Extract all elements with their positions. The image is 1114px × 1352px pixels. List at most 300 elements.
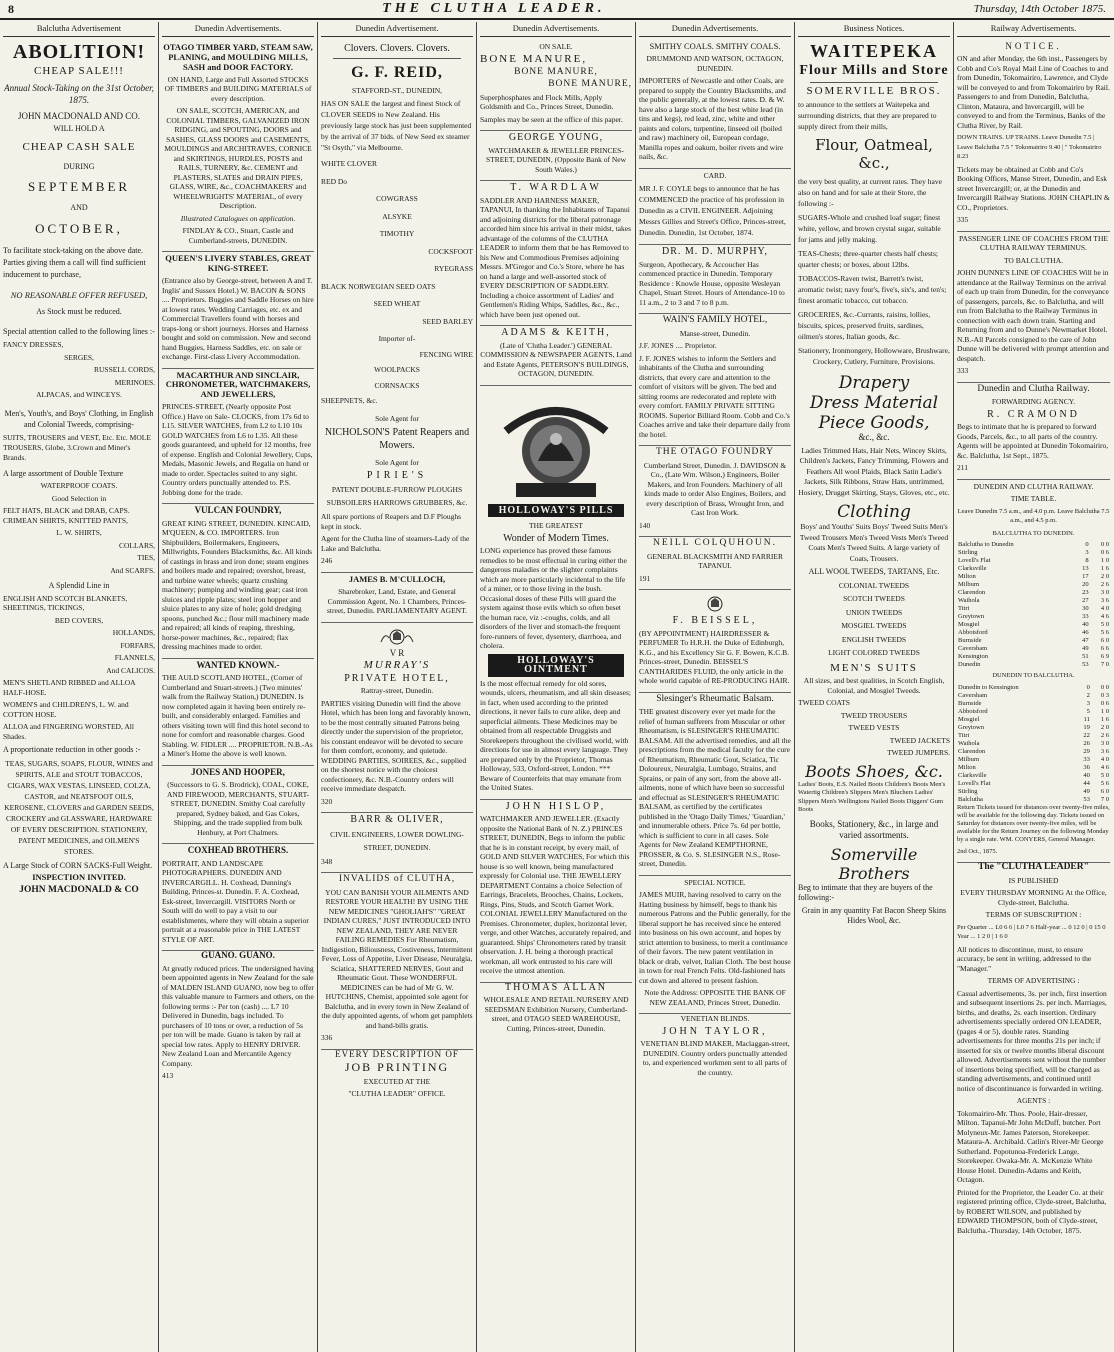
ad-text: Special attention called to the following lines :- xyxy=(3,327,155,336)
tweed-item: TWEED COATS xyxy=(798,698,850,707)
station-fare: 4 0 xyxy=(1100,605,1109,612)
ad-heading: OCTOBER, xyxy=(35,220,123,236)
ad-text: GENERAL BLACKSMITH AND FARRIER TAPANUI. xyxy=(646,551,784,570)
station-fare: 2 6 xyxy=(1100,731,1109,739)
ad-number: 333 xyxy=(957,366,969,375)
seed-item: COCKSFOOT xyxy=(428,246,473,256)
station-miles: 5 xyxy=(1086,707,1090,715)
ad-text: Beg to intimate that they are buyers of the following:- xyxy=(798,882,933,902)
timetable-row xyxy=(957,573,1110,581)
tweed-item: TWEED TROUSERS xyxy=(840,710,908,720)
ad-wains-hotel xyxy=(639,314,791,446)
station-fare: 2 0 xyxy=(1100,723,1109,731)
ad-text: WHOLESALE AND RETAIL NURSERY AND SEEDSMAN Exhibition Nursery, Cumberland-street, and OTAGO SEED WAREHOUSE, Cutting, Princes-street, Dunedin. xyxy=(483,995,629,1033)
station-name: Lovell's Flat xyxy=(958,779,991,787)
ad-text: Sharebroker, Land, Estate, and General Commission Agent, No. 1 Chambers, Princes-street, Dunedin. PARLIAMENTARY AGENT. xyxy=(327,587,467,615)
ad-text: MEN'S SHETLAND RIBBED and ALLOA HALF-HOSE. xyxy=(3,678,136,697)
ad-murphy xyxy=(639,245,791,314)
ad-banner: VENETIAN BLINDS. xyxy=(680,1014,750,1023)
station-name: Kensington xyxy=(958,653,988,660)
newspaper-title: THE CLUTHA LEADER. xyxy=(382,1,606,16)
ad-text: TO BALCLUTHA. xyxy=(1003,255,1064,265)
ad-headline: DUNEDIN AND CLUTHA RAILWAY. xyxy=(973,481,1094,491)
ad-vulcan xyxy=(162,504,314,659)
timetable-row xyxy=(957,565,1110,573)
station-name: Dunedin xyxy=(958,661,981,668)
timetable-row xyxy=(957,557,1110,565)
ad-text: SHEEPNETS, &c. xyxy=(321,396,378,405)
ad-jones-hooper xyxy=(162,766,314,845)
station-name: Milburn xyxy=(958,755,980,763)
station-miles: 22 xyxy=(1083,731,1090,739)
column-dunedin-1 xyxy=(159,22,318,1352)
ad-headline: ABOLITION! xyxy=(12,40,146,63)
ad-text: INSPECTION INVITED. xyxy=(32,872,126,882)
ad-text: PORTRAIT, AND LANDSCAPE PHOTOGRAPHERS. DUNEDIN AND INVERCARGILL. H. Coxhead, Dunning's Building, Princes-st. Dunedin. F. A. Coxhead, Esk-street, Invercargill. VISITORS North or South will do well to pay a visit to our establishments, where they will obtain a superior portrait at a reasonable price in THE LATEST STYLE OF ART. xyxy=(162,858,309,944)
timetable-row xyxy=(957,764,1110,772)
timetable-row xyxy=(957,589,1110,597)
ad-text: FINDLAY & CO., Stuart, Castle and Cumberland-streets, DUNEDIN. xyxy=(182,226,294,245)
ad-text: Ladies' Boots, E.S. Nailed Boots Children's Boots Men's Watertig Children's Slippers Men's Bluchers Ladies' Slippers Men's Wellingtons Nailed Boots Diggers' Gum Boots xyxy=(798,780,946,813)
ad-headline: WAIN'S FAMILY HOTEL, xyxy=(662,315,768,325)
station-miles: 33 xyxy=(1082,613,1089,620)
ad-muir xyxy=(639,876,791,1015)
ad-text: SUITS, TROUSERS and VEST, Etc. Etc. MOLE TROUSERS, Globe, 3.Crown and Miner's Brands. xyxy=(3,432,151,462)
station-name: Mosgiel xyxy=(958,715,980,723)
ad-barr-oliver xyxy=(321,813,473,873)
ad-clutha-leader xyxy=(957,863,1110,1235)
royal-crest-icon xyxy=(639,595,791,613)
ad-text: "CLUTHA LEADER" OFFICE. xyxy=(348,1089,446,1098)
ad-number: 348 xyxy=(321,856,333,866)
seed-item: RED Do xyxy=(321,176,348,186)
ad-text: DOWN TRAINS. UP TRAINS. Leave Dunedin 7.5 | Leave Balclutha 7.5 " Tokomairiro 9.40 | " Tokomairiro 8.23 xyxy=(957,134,1102,160)
ad-headline: F. BEISSEL, xyxy=(672,615,758,626)
station-fare: 1 6 xyxy=(1100,565,1109,572)
ad-notice xyxy=(957,40,1110,232)
ad-text: Manse-street, Dunedin. xyxy=(679,328,751,338)
ad-headline: WANTED KNOWN.- xyxy=(196,659,280,670)
station-fare: 5 6 xyxy=(1100,629,1109,636)
ad-george-young xyxy=(480,131,632,181)
tweed-item: LIGHT COLORED TWEEDS xyxy=(828,648,920,657)
ad-headline: DR. M. D. MURPHY, xyxy=(661,246,768,257)
ad-text: Good Selection in xyxy=(51,493,107,503)
ad-headline: SPECIAL NOTICE. xyxy=(684,877,746,887)
column-heading: Dunedin Advertisements. xyxy=(480,22,632,37)
ad-banner: Clovers. Clovers. Clovers. xyxy=(344,42,450,54)
ad-text: WOOLPACKS xyxy=(374,365,420,374)
station-miles: 23 xyxy=(1082,589,1089,596)
ad-text: PARTIES visiting Dunedin will find the above Hotel, which has been long and favorably known, to be the most centrally situated Patrons being directly under the supervision of the proprietor, his constant endeavor will be devoted to secure for them comfort, economy, and quietude. WEDDING PARTIES, SOIREES, &c., supplied on the shortest notice with the choicest confectionery, &c. N.B.-Country orders will receive immediate despatch. xyxy=(321,698,471,793)
ad-text: WOMEN'S and CHILDREN'S, L. W. and COTTON HOSE. xyxy=(3,700,129,719)
ad-text: WATCHMAKER & JEWELLER PRINCES-STREET, DUNEDIN, (Opposite Bank of New South Wales.) xyxy=(485,145,627,174)
station-miles: 46 xyxy=(1082,629,1089,636)
station-miles: 47 xyxy=(1082,637,1089,644)
station-name: Waihola xyxy=(958,739,980,747)
ad-list-item: RUSSELL CORDS, xyxy=(94,365,155,374)
station-name: Caversham xyxy=(958,691,988,699)
timetable-row xyxy=(957,780,1110,788)
ad-text: to announce to the settlers at Waitepeka and surrounding districts, that they are prepared to supply direct from their mills, xyxy=(798,100,937,131)
station-miles: 0 xyxy=(1085,541,1089,548)
ad-text: NO REASONABLE OFFER REFUSED, xyxy=(10,289,148,300)
timetable-row xyxy=(957,621,1110,629)
column-dunedin-2 xyxy=(318,22,477,1352)
ad-text: Ladies Trimmed Hats, Hair Nets, Wincey Skirts, Children's Jackets, Fancy Trimming, Flowers and Feathers All wool Plaids, Black Satin Ladie's Jackets, Silk Ribbons, Straw Hats, untrimmed, Hosiery, Drugget Skirting, Stays, Gloves, etc., etc. xyxy=(798,445,950,497)
station-name: Burnside xyxy=(958,699,982,707)
seed-item: WHITE CLOVER xyxy=(321,159,378,168)
ad-wardlaw xyxy=(480,181,632,326)
ad-text: ON HAND, Large and Full Assorted STOCKS OF TIMBERS and BUILDING MATERIALS of every description. xyxy=(164,74,312,103)
ad-headline: Dunedin and Clutha Railway. xyxy=(977,383,1090,394)
station-miles: 8 xyxy=(1085,557,1089,564)
station-miles: 20 xyxy=(1082,581,1089,588)
station-fare: 0 3 xyxy=(1100,691,1109,699)
ad-text: YOU CAN BANISH YOUR AILMENTS AND RESTORE YOUR HEALTH! BY USING THE NEW MEDICINES "GHOLIAH'S" "GREAT INDIAN CURES," JUST INTRODUCED INTO NEW ZEALAND, THEY ARE NEVER FAILING REMEDIES For Rheumatism, Indigestion, Biliousness, Costiveness, Intermittent Fever, Loss of Appetite, Liver Disease, Neuralgia, Sciatica, SHATTERED NERVES, Gout and Rheumatic Gout. These WONDERFUL MEDICINES can be had of Mr G. W. HUTCHINS, Chemist, appointed sole agent for Balclutha, and in every town in New Zealand of the duly appointed agents, of whom get pamphlets and hand-bills gratis. xyxy=(321,887,473,1030)
station-fare: 0 6 xyxy=(1100,549,1109,556)
ad-adams-keith xyxy=(480,326,632,386)
ad-text: JAMES MUIR, having resolved to carry on the Hatting business by himself, begs to thank his numerous Patrons and the Public generally, for the liberal support he has received since he entered into business on his own account, and hopes by strict attention to business, to merit a continuance of their favors. The new patent ventilation in black or drab, velvet, Italian Cloth. The best house in town for real French Felts. Old-fashioned hats cut down and altered to present fashion. xyxy=(639,890,791,985)
ad-text: FORFARS, xyxy=(120,640,155,650)
ad-headline: Drapery xyxy=(838,373,910,393)
station-fare: 5 6 xyxy=(1100,779,1109,787)
ad-text: And CALICOS. xyxy=(106,665,155,675)
timetable-row xyxy=(957,708,1110,716)
column-heading: Business Notices. xyxy=(798,22,950,37)
station-miles: 27 xyxy=(1082,597,1089,604)
ad-headline: NEILL COLQUHOUN. xyxy=(653,538,777,548)
station-miles: 3 xyxy=(1086,699,1090,707)
ad-mcculloch xyxy=(321,573,473,623)
ad-text: Superphosphates and Flock Mills, Apply Goldsmith and Co., Princes Street, Dunedin. xyxy=(480,92,614,111)
station-fare: 0 0 xyxy=(1100,683,1109,691)
ad-slesinger xyxy=(639,693,791,876)
ad-text: CIVIL ENGINEERS, LOWER DOWLING-STREET, DUNEDIN. xyxy=(330,829,464,852)
station-fare: 6 6 xyxy=(1100,645,1109,652)
ad-text: PATENT DOUBLE-FURROW PLOUGHS SUBSOILERS HARROWS GRUBBERS, &c. xyxy=(326,485,468,507)
ad-number: 335 xyxy=(957,215,969,224)
ad-headline: Slesinger's Rheumatic Balsam. xyxy=(656,693,774,704)
station-name: Stirling xyxy=(958,549,978,556)
station-miles: 53 xyxy=(1083,795,1090,803)
station-fare: 6 9 xyxy=(1100,653,1109,660)
ad-banner: SMITHY COALS. SMITHY COALS. xyxy=(649,40,781,51)
ad-headline: OTAGO TIMBER YARD, STEAM SAW, PLANING, and MOULDING MILLS, SASH and DOOR FACTORY. xyxy=(163,41,313,72)
ad-text: A Large Stock of CORN SACKS-Full Weight. xyxy=(3,860,153,870)
ad-text: Return Tickets issued for distances over twenty-five miles, will be available for the following day. Tickets issued on Saturday for distances over twenty-five miles, will be available for the Return Journey on the following Monday by a single rate. WM. CONYERS, General Manager. xyxy=(957,803,1110,843)
ad-headline: Clothing xyxy=(837,502,911,522)
ad-text: TIME TABLE. xyxy=(1010,494,1057,503)
station-fare: 5 0 xyxy=(1100,621,1109,628)
ad-text: ON and after Monday, the 6th inst., Passengers by Cobb and Co's Royal Mail Line of Coaches to and from Dunedin, Tokomairiro, Lawrence, and Clyde will be conveyed to and from Tokomairiro by Rail. Passengers to and from Dunedin, Balclutha, Clinton, Mataura, and Invercargill, will be conveyed to and from the Terminus, Banks of the Clutha River, by Rail. xyxy=(957,54,1110,130)
station-miles: 49 xyxy=(1082,645,1089,652)
ad-guano xyxy=(162,951,314,1081)
ad-text: L. W. SHIRTS, xyxy=(56,528,102,537)
timetable-row xyxy=(957,692,1110,700)
timetable-row xyxy=(957,716,1110,724)
ad-text: FLANNELS, xyxy=(114,653,155,662)
ad-text: COLLARS, xyxy=(118,540,155,550)
ad-text: BALCLUTHA TO DUNEDIN. xyxy=(992,529,1075,537)
station-fare: 4 6 xyxy=(1100,763,1109,771)
ad-text: TERMS OF SUBSCRIPTION : xyxy=(985,910,1082,919)
station-name: Burnside xyxy=(958,637,982,644)
ad-queens-livery xyxy=(162,252,314,369)
column-heading: Dunedin Advertisements. xyxy=(639,22,791,37)
column-business-notices xyxy=(795,22,954,1352)
column-balclutha xyxy=(0,22,159,1352)
ad-text: IS PUBLISHED xyxy=(1008,875,1059,885)
ad-text: Boys' and Youths' Suits Boys' Tweed Suits Men's Tweed Trousers Men's Tweed Vests Men's Tweed Coats Men's Tweed Suits. A large variety of Coats, Trousers. xyxy=(799,522,949,563)
tweed-item: UNION TWEEDS xyxy=(845,607,903,617)
timetable-row xyxy=(957,772,1110,780)
timetable-row xyxy=(957,653,1110,661)
station-name: Milburn xyxy=(958,581,980,588)
column-railway xyxy=(954,22,1113,1352)
station-fare: 6 0 xyxy=(1100,787,1109,795)
ad-text: ALL WOOL TWEEDS, TARTANS, Etc. xyxy=(808,567,940,576)
ad-list-item: MERINOES. xyxy=(114,377,155,387)
ad-coaches xyxy=(957,232,1110,383)
issue-date: Thursday, 14th October 1875. xyxy=(973,3,1106,15)
tweed-item: TWEED JUMPERS. xyxy=(887,748,950,757)
station-fare: 4 0 xyxy=(1100,755,1109,763)
ad-text: BED COVERS, xyxy=(54,615,104,625)
ad-text: SUGARS-Whole and crushed loaf sugar; finest white, yellow, and brown crystal sugar, suitable for jams and jelly making. xyxy=(798,213,941,244)
ad-number: 246 xyxy=(321,556,333,565)
station-name: Stirling xyxy=(958,787,978,795)
ad-text: Is the most effectual remedy for old sores, wounds, ulcers, rheumatism, and all skin diseases; in fact, when used according to the printed directions, it never fails to cure alike, deep and superficial ailments. These Medicines may be obtained from all respectable Druggists and Storekeepers throughout the civilised world, with directions for use in almost every language. They are prepared only by the Proprietor, Thomas Holloway, 533, Oxford-street, London. *** Beware of Counterfeits that may emanate from the United States. xyxy=(480,678,632,792)
timetable-row xyxy=(957,732,1110,740)
ad-otago-timber xyxy=(162,40,314,253)
column-heading: Dunedin Advertisement. xyxy=(321,22,473,37)
ad-headline: JOHN HISLOP, xyxy=(505,800,607,812)
timetable-row xyxy=(957,581,1110,589)
ad-coxhead xyxy=(162,844,314,951)
tweed-item: SCOTCH TWEEDS xyxy=(843,594,905,603)
ad-number: 320 xyxy=(321,796,333,806)
ad-text: TEAS, SUGARS, SOAPS, FLOUR, WINES and SPIRITS, ALE and STOUT TOBACCOS, CIGARS, WAX VESTAS, LINSEED, COLZA, CASTOR, and NEATSFOOT OILS, KEROSENE, CLOVERS and GARDEN SEEDS, CROCKERY and GLASSWARE, HARDWARE OF EVERY DESCRIPTION. STATIONERY, PATENT MEDICINES, and OILMEN'S STORES. xyxy=(4,758,154,856)
ad-headline: GEORGE YOUNG, xyxy=(508,132,604,143)
ad-headline: DRUMMOND AND WATSON, OCTAGON, DUNEDIN. xyxy=(646,54,784,73)
ad-text: (Successors to G. S. Brodrick), COAL, COKE, AND FIREWOOD, MERCHANTS, STUART-STREET, DUNEDIN. Smithy Coal carefully prepared, Sydney baked, and Gas Cokes, Shipping, and the trade supplied from bulk Henbury, at Port Chalmers. xyxy=(167,780,309,837)
station-name: Dunedin to Kensington xyxy=(958,683,1019,691)
ad-headline: THOMAS ALLAN xyxy=(504,981,608,993)
station-miles: 40 xyxy=(1083,771,1090,779)
ad-text: TERMS OF ADVERTISING : xyxy=(987,976,1080,985)
ad-headline: MEN'S SUITS xyxy=(830,661,918,674)
station-fare: 1 0 xyxy=(1100,707,1109,715)
ad-headline: BONE MANURE, xyxy=(480,53,588,65)
tweed-item: TWEED VESTS xyxy=(848,723,900,732)
ad-headline: INVALIDS of CLUTHA, xyxy=(338,874,456,884)
ad-otago-foundry xyxy=(639,446,791,537)
ad-text: 2nd Oct., 1875. xyxy=(957,847,998,855)
station-fare: 6 0 xyxy=(1100,637,1109,644)
ad-text: TOBACCOS-Raven twist, Barrett's twist, aromatic twist; navy four's, five's, six's, and ten's; finest aromatic tobacco, cut tobacco. xyxy=(798,274,947,305)
ad-firm: JOHN MACDONALD AND CO. xyxy=(17,110,140,121)
station-name: Titri xyxy=(958,605,970,612)
ad-headline: R. CRAMOND xyxy=(987,408,1080,420)
ad-headline: Dress Material xyxy=(809,393,939,413)
ad-number: 211 xyxy=(957,463,968,472)
ad-text: J. F. JONES wishes to inform the Settlers and inhabitants of the Clutha and surrounding districts, that every care and attention to the comfort of visitors will be given. The bed and sitting rooms are redecorated and replete with every comfort. FAMILY PRIVATE SITTING ROOMS. Superior Billiard Room. Cobb and Co.'s Coaches arrive and take their departure daily from the hotel. xyxy=(639,353,790,439)
ad-drummond xyxy=(639,40,791,169)
ad-text: Leave Dunedin 7.5 a.m., and 4.0 p.m. Leave Balclutha 7.5 a.m., and 4.5 p.m. xyxy=(957,507,1110,524)
station-name: Abbotsford xyxy=(958,629,988,636)
column-heading: Railway Advertisements. xyxy=(957,22,1110,37)
station-miles: 30 xyxy=(1082,605,1089,612)
ad-text: HOLLANDS, xyxy=(112,628,155,637)
ad-text: Casual advertisements, 3s. per inch, first insertion and subsequent insertions 2s. per inch. Marriages, births, and deaths, 2s. each insertion. Ordinary advertisements specially ordered ON LEADER, (pages 4 or 5), double rates. Standing advertisements for three months 21s per inch; if inserted for six or twelve months liberal discount allowed. Advertisements sent without the number of insertions being specified, will be charged as standing advertisements, and continued until notice of discontinuance is forwarded in writing. xyxy=(957,988,1107,1093)
timetable-row xyxy=(957,605,1110,613)
ad-text: Note the Address: OPPOSITE THE BANK OF NEW ZEALAND, Princes Street, Dunedin. xyxy=(644,988,786,1007)
ad-text: JOHN DUNNE'S LINE OF COACHES Will be in attendance at the Railway Terminus on the arrival of each up train from Dunedin, for the conveyance of passengers, parcels, &c. to Balclutha, and will run from Balclutha to the Railway Terminus in connection with each down train. Starting and Returning from and to Dunne's Newmarket Hotel. N.B.-All Parcels consigned to the care of John Dunne will be delivered with prompt attention and despatch. xyxy=(957,268,1109,363)
seed-item: RYEGRASS xyxy=(434,264,473,273)
ad-headline: WAITEPEKA xyxy=(809,40,939,61)
station-fare: 3 0 xyxy=(1100,589,1109,596)
station-name: Balclutha xyxy=(958,795,983,803)
ad-subheadline: CHEAP SALE!!! xyxy=(34,64,124,77)
station-miles: 0 xyxy=(1086,683,1090,691)
ad-text: ON SALE. xyxy=(539,41,573,51)
station-fare: 1 0 xyxy=(1100,557,1109,564)
station-fare: 2 0 xyxy=(1100,573,1109,580)
ad-text: THE AULD SCOTLAND HOTEL, (Corner of Cumberland and Stuart-streets.) (Two minutes' walk from the Railway Station,) DUNEDIN. Is now completed again it having been entirely re-built, and considerably enlarged. Families and others visiting town will find this hotel second to none for comfort and reasonable charges. Good Stabling. W. FIDLER .... PROPRIETOR. N.B.-As a Miner's Home the above is well known. xyxy=(162,673,313,758)
ad-text: CARD. xyxy=(703,170,727,180)
ad-text: TIES, xyxy=(137,553,155,562)
ad-hislop xyxy=(480,800,632,983)
ad-text: All sizes, and best qualities, in Scotch English, Colonial, and Mosgiel Tweeds. xyxy=(803,676,945,695)
timetable-row xyxy=(957,700,1110,708)
station-name: Clarendon xyxy=(958,589,986,596)
seed-item: BLACK NORWEGIAN SEED OATS xyxy=(321,281,436,291)
column-heading: Balclutha Advertisement xyxy=(3,22,155,37)
ad-headline: JAMES B. M'CULLOCH, xyxy=(348,573,446,584)
ad-text: CORNSACKS xyxy=(374,380,420,390)
ad-text: DURING xyxy=(63,161,95,171)
ad-text: Tokomairiro-Mr. Thos. Poole, Hair-dresser, Milton. Tapanui-Mr John McDuff, butcher. Port Molyneux-Mr. James Paterson, Storekeeper. Mataura-A. Archibald. Catlin's River-Mr George Sutherland. Popotunoa-Frederick Lange, Storekeeper. Owaka-Mr. A. McKenzie White House Hotel. Dunedin-Adams and Keith, Octagon. xyxy=(957,1108,1104,1184)
ad-headline: VULCAN FOUNDRY, xyxy=(194,505,282,515)
ad-text: GREAT KING STREET, DUNEDIN. KINCAID, M'QUEEN, & CO. IMPORTERS. Iron Shipbuilders, Boilermakers, Engineers, Millwrights, Founders Blacksmiths, &c. All kinds of castings in brass and iron done; steam engines and boilers made and repaired; overshot, breast, and turbine water wheels; quartz crushing machinery; pumping and winding gear; cast iron sluices and ripple plates; steel iron hopper and sluice plates to any size of hole; gold dredging spoons, punched &c.; flour mill machinery made and repaired; all kinds of reaping, threshing, horse-power machines, &c., repaired; flax dressing machines made to order. xyxy=(162,518,313,651)
timetable-row xyxy=(957,788,1110,796)
station-name: Greytown xyxy=(958,723,984,731)
station-name: Mosgiel xyxy=(958,621,980,628)
ad-text: &c., &c. xyxy=(858,432,890,442)
station-miles: 29 xyxy=(1083,747,1090,755)
ad-vr: V R xyxy=(389,647,405,658)
seed-item: ALSYKE xyxy=(382,211,412,221)
station-miles: 36 xyxy=(1083,763,1090,771)
station-fare: 5 0 xyxy=(1100,771,1109,779)
ad-list-item: FANCY DRESSES, xyxy=(3,340,64,349)
column-dunedin-3 xyxy=(477,22,636,1352)
ad-headline: BONE MANURE, xyxy=(548,79,632,89)
ad-text: Surgeon, Apothecary, & Accoucher Has commenced practice in Dunedin. Temporary Residence : Knowle House, opposite Wesleyan Chapel, Stuart Street. Hours of Attendance-10 to 11 a.m., 2 to 3 and 7 to 8 p.m. xyxy=(639,259,785,307)
timetable-row xyxy=(957,724,1110,732)
station-name: Titri xyxy=(958,731,970,739)
timetable-dunedin-balclutha xyxy=(957,684,1110,804)
ad-number: 413 xyxy=(162,1071,174,1080)
seed-item: SEED BARLEY xyxy=(422,316,473,326)
masthead xyxy=(0,0,1114,20)
ad-text: EVERY THURSDAY MORNING At the Office, Clyde-street, Balclutha. xyxy=(960,888,1107,907)
ad-text: TEAS-Chests; three-quarter chests half chests; quarter chests; or boxes, about 12lbs. xyxy=(798,249,938,269)
station-fare: 0 0 xyxy=(1100,541,1109,548)
timetable-row xyxy=(957,549,1110,557)
ad-text: Per Quarter ... L0 6 6 | L0 7 6 Half-year ... 0 12 0 | 0 15 0 Year ... 1 2 0 | 1 6 0 xyxy=(957,923,1106,940)
station-miles: 17 xyxy=(1082,573,1089,580)
column-dunedin-4 xyxy=(636,22,795,1352)
ad-text: To facilitate stock-taking on the above date. Parties giving them a call will find sufficient inducement to purchase, xyxy=(3,245,146,279)
ad-text: Begs to intimate that he is prepared to forward Goods, Parcels, &c., to all parts of the country. Agents will be appointed at Dunedin Tokomairiro, &c. Balclutha, 1st Sept., 1875. xyxy=(957,422,1109,460)
ad-text: A Splendid Line in xyxy=(48,581,110,590)
ad-text: EVERY DESCRIPTION OF xyxy=(335,1048,459,1059)
ad-text: SADDLER AND HARNESS MAKER, TAPANUI, In thanking the Inhabitants of Tapanui and adjoining districts for the liberal patronage accorded him since his arrival in their midst, takes advantage of the columns of the CLUTHA LEADER to inform them that he has Removed to his New and Commodious Premises adjoining Messrs. M'Gregor and Co.'s Store, where he has on hand a large and well-assorted stock of EVERY DESCRIPTION OF SADDLERY. Including a choice assortment of Ladies' and Gentlemen's Riding Whips, Saddles, &c., &c., which have been just opened out. xyxy=(480,195,631,319)
ad-text: Books, Stationery, &c., in large and varied assortments. xyxy=(809,818,939,840)
ad-text: All notices to discontinue, must, to ensure accuracy, be sent in writing, addressed to the "Manager." xyxy=(957,944,1092,973)
station-miles: 11 xyxy=(1083,715,1090,723)
ad-beissel xyxy=(639,590,791,693)
ad-headline: BONE MANURE, xyxy=(514,66,598,77)
ad-number: 191 xyxy=(639,573,651,583)
ad-text: HAS ON SALE the largest and finest Stock of CLOVER SEEDS to New Zealand. His previously large stock has just been supplemented by the arrival of 37 bids. of New Seed ex steamer "St Osyth," via Melbourne. xyxy=(321,99,472,152)
ad-headline: JOB PRINTING xyxy=(344,1060,450,1074)
seed-item: SEED WHEAT xyxy=(373,299,421,308)
ad-text: Cumberland Street, Dunedin. J. DAVIDSON & Co., (Late Wm. Wilson,) Engineers, Boiler Makers, and Iron Founders. Machinery of all kinds made to order Also Engines, Boilers, and every description of Brass, Wrought Iron, and Cast Iron Work. xyxy=(643,460,787,517)
timetable-row xyxy=(957,796,1110,804)
ad-text: GROCERIES, &c.-Currants, raisins, lollies, biscuits, spices, preserved fruits, sardines, oilmen's stores, Italian goods, &c. xyxy=(798,310,931,341)
ad-firm: SOMERVILLE BROS. xyxy=(806,84,942,97)
ad-heading: CHEAP CASH SALE xyxy=(22,140,136,153)
ad-text: Rattray-street, Dunedin. xyxy=(360,686,434,695)
ad-text: AGENTS : xyxy=(1016,1096,1051,1105)
ad-headline: G. F. REID, xyxy=(351,63,443,81)
ad-headline: COXHEAD BROTHERS. xyxy=(187,845,289,855)
ad-headline: MACARTHUR AND SINCLAIR, CHRONOMETER, WATCHMAKERS, AND JEWELLERS, xyxy=(165,369,311,399)
ad-text: THE GREATEST xyxy=(529,521,583,530)
station-name: Waihola xyxy=(958,597,980,604)
timetable-row xyxy=(957,637,1110,645)
timetable-row xyxy=(957,740,1110,748)
station-name: Lovell's Flat xyxy=(958,557,991,564)
ad-text: Importer of- xyxy=(378,334,416,343)
ad-text: Agent for the Clutha line of steamers-Lady of the Lake and Balclutha. xyxy=(321,534,470,553)
ad-text: Annual Stock-Taking on the 31st October, 1875. xyxy=(4,82,154,105)
ad-banner: HOLLOWAY'S OINTMENT xyxy=(488,654,624,677)
station-fare: 4 6 xyxy=(1100,613,1109,620)
ad-thomas-allan xyxy=(480,983,632,1034)
ad-text: WATCHMAKER AND JEWELLER. (Exactly opposite the National Bank of N. Z.) PRINCES STREET, DUNEDIN, Begs to inform the public that he is in constant receipt, by every mail, of GOLD AND SILVER WATCHES, For which this house is so well known, being manufactured expressly for Colonial use. THE JEWELLERY DEPARTMENT Contains a choice Selection of Earrings, Bracelets, Brooches, Chains, Lockets, Rings, Pins, Studs, and Scotch Garnet Work. COLONIAL JEWELLERY Manufactured on the Premises. Chronometer, duplex, horizontal lever, verge, and other Watches, accurately repaired, and guaranteed. Ships' Chronometers rated by transit observation. J. H. being a thorough practical workman, all work entrusted to his care will receive the utmost attention. xyxy=(480,814,631,975)
ad-text: IMPORTERS of Newcastle and other Coals, are prepared to supply the Country Blacksmiths, and the public generally, at the lowest rates. D. & W. have also a large stock of the best white lead (in tins and kegs), red lead, zinc, white and other paints and colors, turpentine, linseed oil (boiled and raw) machinery oil, European cordage, Manilla ropes and oakum, boiler rivets and wire nails, &c. xyxy=(639,76,786,161)
ad-text: Sole Agent for xyxy=(375,458,419,467)
ad-text: As Stock must be reduced. xyxy=(36,306,122,316)
seed-item: TIMOTHY xyxy=(379,229,415,238)
ad-coyle xyxy=(639,169,791,246)
ad-job-printing xyxy=(321,1050,473,1099)
timetable-row xyxy=(957,597,1110,605)
station-fare: 3 0 xyxy=(1100,739,1109,747)
ad-text: And SCARFS. xyxy=(110,565,155,575)
ad-list-item: SERGES, xyxy=(64,352,94,362)
ad-bone-manure xyxy=(480,40,632,132)
royal-crest-icon xyxy=(321,628,473,646)
station-name: Clarendon xyxy=(958,747,986,755)
ad-text: PRINCES-STREET, (Nearly opposite Post Office.) Have on Sale- CLOCKS, from 17s 6d to L15. SILVER WATCHES, from L2 to L10 10s GOLD WATCHES from L6 to L35. All these goods guaranteed, and upheld for 12 months, free of expense. English and Colonial Jewellery, Cups, Medals, Masonic Jewels, and Regalia on hand or made to order. Spectacles suited to any sight. Country orders punctually attended to. P.S. Jobbing done for the trade. xyxy=(162,402,313,497)
ad-text: Printed for the Proprietor, the Leader Co. at their registered printing office, Clyde-street, Balclutha, by ROBERT WILSON, and published by EDWARD THOMPSON, both of Clyde-street, Balclutha.-Thursday, 14th October, 1875. xyxy=(957,1187,1107,1235)
ad-text: ALLOA and FINGERING WORSTED, All Shades. xyxy=(3,722,134,741)
